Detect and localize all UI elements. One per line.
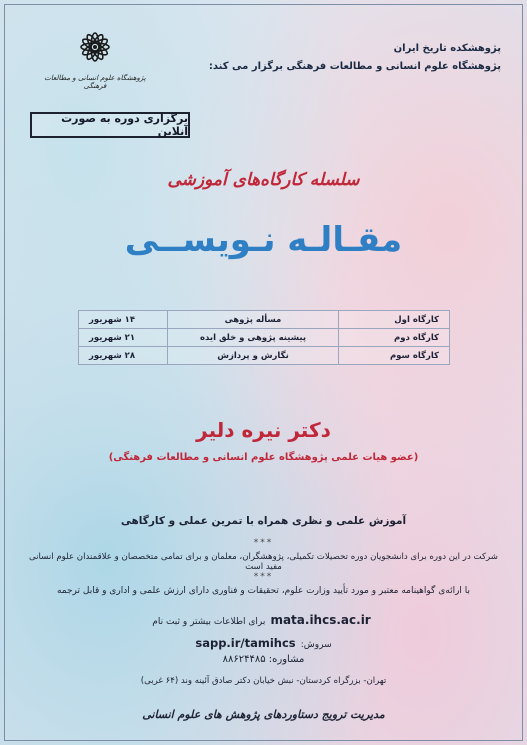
footer-title: مدیریت ترویج دستاوردهای پژوهش های علوم انسانی bbox=[142, 708, 385, 721]
lecturer-name: دکتر نیره دلیر bbox=[196, 418, 331, 442]
logo bbox=[40, 28, 150, 98]
host-line: پژوهشگاه علوم انسانی و مطالعات فرهنگی برگزار می کند: bbox=[208, 61, 501, 72]
workshop-topic: نگارش و پردازش bbox=[168, 347, 339, 365]
website-link[interactable]: mata.ihcs.ac.ir bbox=[270, 613, 371, 627]
workshop-topic: پیشینه پژوهی و خلق ایده bbox=[168, 329, 339, 347]
training-description: آموزش علمی و نظری همراه با تمرین عملی و کارگاهی bbox=[120, 515, 407, 527]
table-row bbox=[79, 347, 450, 365]
consult-line bbox=[0, 654, 527, 665]
registration-line bbox=[0, 609, 527, 628]
soroush-link[interactable]: sapp.ir/tamihcs bbox=[195, 636, 296, 650]
series-title: سلسله کارگاه‌های آموزشی bbox=[167, 170, 360, 190]
separator-stars: *** bbox=[253, 538, 274, 548]
online-notice-box: برگزاری دوره به صورت آنلاین bbox=[30, 112, 190, 138]
workshop-name: کارگاه سوم bbox=[339, 347, 450, 365]
workshop-name: کارگاه اول bbox=[339, 311, 450, 329]
address-text: تهران- بزرگراه کردستان- نبش خیابان دکتر صادق آئینه وند (۶۴ غربی) bbox=[140, 676, 387, 686]
header bbox=[209, 40, 501, 76]
consult-label: مشاوره: bbox=[268, 654, 305, 665]
certificate-text: با ارائه‌ی گواهینامه معتبر و مورد تأیید وزارت علوم، تحقیقات و فناوری دارای ارزش علمی و اداری و قابل ترجمه bbox=[56, 586, 471, 596]
workshop-topic: مسأله پژوهی bbox=[168, 311, 339, 329]
participation-text: شرکت در این دوره برای دانشجویان دوره تحصیلات تکمیلی، پژوهشگران، معلمان و برای تمامی متخصصان و علاقمندان علوم انسانی مفید است bbox=[28, 552, 498, 572]
workshop-date: ۱۴ شهریور bbox=[79, 311, 168, 329]
workshop-date: ۲۱ شهریور bbox=[79, 329, 168, 347]
table-row bbox=[79, 311, 450, 329]
separator-stars: *** bbox=[253, 572, 274, 582]
logo-text: پژوهشگاه علوم انسانی و مطالعات فرهنگی bbox=[44, 74, 146, 90]
info-label: برای اطلاعات بیشتر و ثبت نام bbox=[152, 617, 266, 627]
star-flower-icon bbox=[76, 28, 114, 66]
table-row bbox=[79, 329, 450, 347]
workshop-name: کارگاه دوم bbox=[339, 329, 450, 347]
consult-number: ۸۸۶۲۴۴۸۵ bbox=[222, 654, 266, 665]
main-title: مقـالـه نـویســی bbox=[124, 220, 403, 260]
workshop-schedule-table bbox=[78, 310, 450, 365]
institute-line: پژوهشکده تاریخ ایران bbox=[393, 43, 501, 54]
workshop-date: ۲۸ شهریور bbox=[79, 347, 168, 365]
soroush-line bbox=[0, 632, 527, 651]
soroush-label: سروش: bbox=[300, 640, 332, 650]
lecturer-affiliation: (عضو هیات علمی پژوهشگاه علوم انسانی و مطالعات فرهنگی) bbox=[108, 452, 419, 463]
